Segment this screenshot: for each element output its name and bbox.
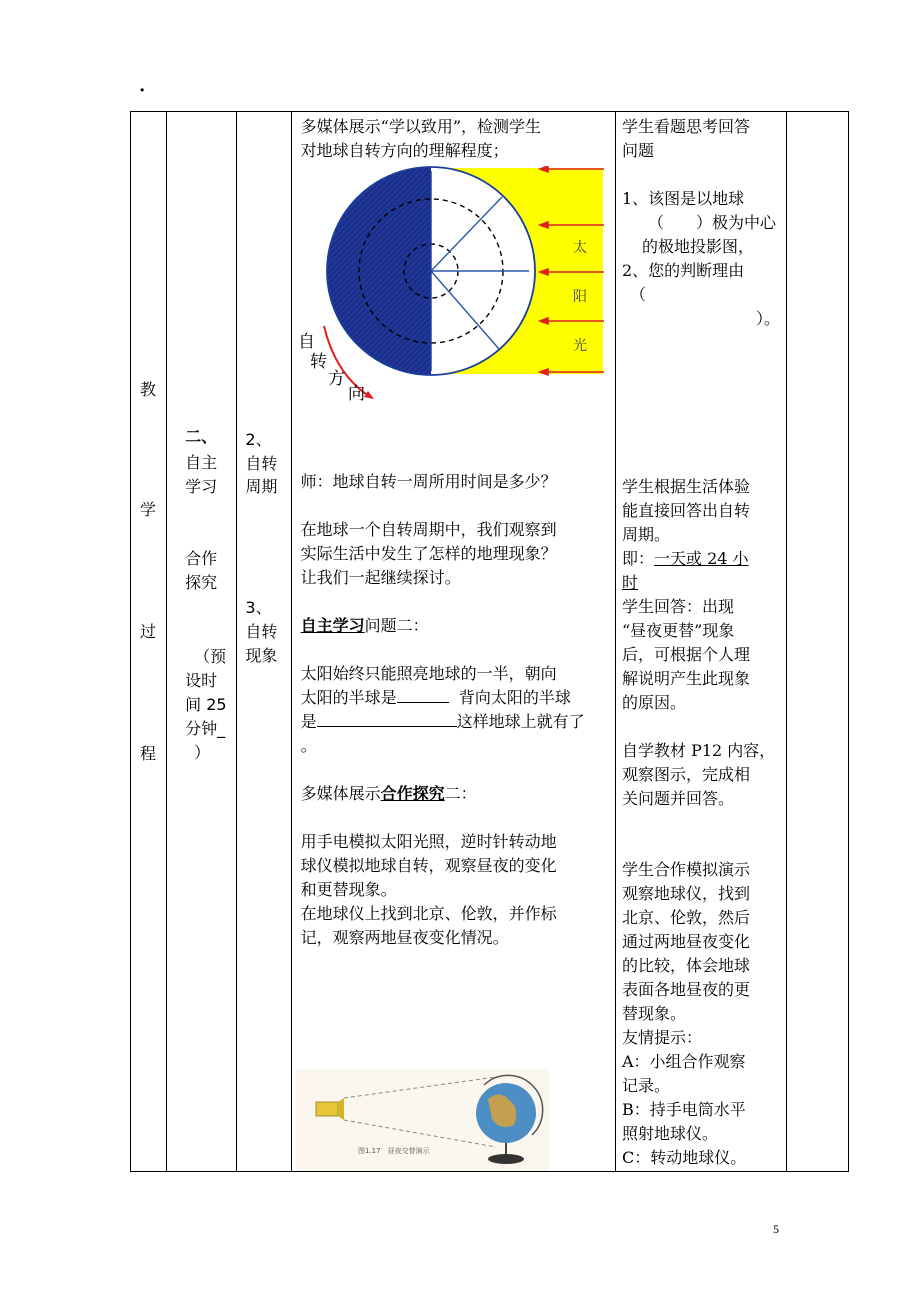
- day-night-demo-figure: [296, 1069, 550, 1171]
- student-line: [622, 547, 749, 571]
- question2-line: 太阳始终只能照亮地球的一半，朝向: [300, 664, 557, 683]
- rotation-label-char: 转: [309, 352, 327, 372]
- student-line: 1、该图是以地球: [621, 189, 745, 208]
- stage-char: 过: [140, 622, 157, 641]
- student-line: 自学教材 P12 内容，: [621, 741, 776, 760]
- question2-text: 背向太阳的半球: [458, 688, 571, 707]
- stage-char: 程: [140, 744, 157, 763]
- figure-caption: 图1.17 昼夜交替演示: [357, 1147, 430, 1155]
- student-line: （ ）极为中心: [647, 213, 776, 232]
- question-period: 师：地球自转一周所用时间是多少？: [300, 472, 557, 491]
- student-line: 的比较，体会地球: [621, 956, 750, 975]
- time-note: 设时: [185, 671, 218, 690]
- section-label: 二、: [185, 427, 218, 446]
- question2-text: 是: [300, 712, 317, 731]
- teacher-activity-cell: [291, 112, 615, 1172]
- student-line: 友情提示：: [621, 1028, 702, 1047]
- student-line: 学生回答：出现: [621, 597, 734, 616]
- lesson-table: [130, 111, 849, 1172]
- topic-label: 自转: [245, 454, 278, 473]
- student-line: 学生合作模拟演示: [621, 860, 750, 879]
- student-line: A：小组合作观察: [621, 1052, 746, 1071]
- student-line: 观察地球仪，找到: [621, 884, 750, 903]
- intro-line: 多媒体展示“学以致用”，检测学生: [300, 117, 542, 136]
- notes-cell: [786, 112, 848, 1172]
- rotation-label-char: 方: [327, 369, 345, 389]
- self-study-label: 自主学习: [300, 616, 365, 635]
- coop-line: 球仪模拟地球自转，观察昼夜的变化: [300, 856, 557, 875]
- page-mark: ·: [139, 80, 146, 101]
- page-number: 5: [773, 1222, 779, 1236]
- answer-underlined: 时: [621, 573, 638, 592]
- section-label: 合作: [185, 549, 218, 568]
- stage-char: 教: [140, 380, 157, 399]
- coop-head: 多媒体展示: [300, 784, 381, 803]
- student-line: 的原因。: [621, 693, 686, 712]
- student-line: C：转动地球仪。: [621, 1148, 747, 1167]
- stage-cell: [131, 112, 167, 1172]
- coop-line: 记，观察两地昼夜变化情况。: [300, 928, 509, 947]
- student-line: 北京、伦敦，然后: [621, 908, 750, 927]
- student-line: “昼夜更替”现象: [621, 621, 735, 640]
- student-line: 解说明产生此现象: [621, 669, 750, 688]
- self-study-heading: [301, 614, 429, 638]
- coop-line: 和更替现象。: [300, 880, 397, 899]
- time-note: 分钟_: [185, 719, 226, 738]
- intro-line: 对地球自转方向的理解程度；: [300, 141, 509, 160]
- topic-label: 周期: [245, 477, 278, 496]
- coop-label: 合作探究: [380, 784, 445, 803]
- self-study-tail: 问题二：: [364, 616, 429, 635]
- student-line: 学生看题思考回答: [621, 117, 750, 136]
- student-line: 问题: [621, 141, 654, 160]
- rotation-arrowhead: [364, 391, 374, 399]
- topic-label: 自转: [245, 622, 278, 641]
- paragraph-line: 在地球一个自转周期中，我们观察到: [300, 520, 557, 539]
- answer-blank[interactable]: [397, 688, 449, 703]
- paragraph-line: 让我们一起继续探讨。: [300, 568, 461, 587]
- student-line: 观察图示，完成相: [621, 765, 750, 784]
- student-line: 2、您的判断理由: [621, 261, 745, 280]
- student-line: 记录。: [621, 1076, 670, 1095]
- rotation-label-char: 自: [297, 332, 315, 352]
- topic-cell: [237, 112, 291, 1172]
- question2-line: 。: [300, 736, 317, 755]
- section-label: 探究: [185, 573, 218, 592]
- sun-label-char: 阳: [572, 289, 587, 305]
- question2-line: [301, 686, 571, 710]
- section-cell: [167, 112, 237, 1172]
- polar-projection-diagram: [296, 166, 606, 402]
- topic-label: 3、: [245, 598, 272, 617]
- student-activity-cell: [615, 112, 786, 1172]
- sun-label-char: 太: [572, 240, 587, 256]
- coop-line: 在地球仪上找到北京、伦敦，并作标: [300, 904, 557, 923]
- answer-prefix: 即：: [621, 549, 654, 568]
- student-line: ）。: [755, 309, 780, 328]
- stage-char: 学: [140, 500, 157, 519]
- time-note: ）: [194, 743, 211, 762]
- student-line: 能直接回答出自转: [621, 501, 750, 520]
- globe-base: [488, 1154, 524, 1164]
- paragraph-line: 实际生活中发生了怎样的地理现象？: [300, 544, 557, 563]
- time-note: 间 25: [185, 695, 227, 714]
- question2-line: [301, 710, 585, 734]
- answer-underlined: 一天或 24 小: [654, 549, 749, 568]
- student-line: B：持手电筒水平: [621, 1100, 746, 1119]
- answer-blank[interactable]: [317, 712, 457, 727]
- student-line: 替现象。: [621, 1004, 686, 1023]
- student-line: 照射地球仪。: [621, 1124, 718, 1143]
- flashlight-icon: [316, 1102, 338, 1116]
- student-line: 后，可根据个人理: [621, 645, 750, 664]
- sun-label-char: 光: [572, 338, 587, 354]
- student-line: 的极地投影图，: [641, 237, 754, 256]
- student-line: 周期。: [621, 525, 670, 544]
- student-line: 关问题并回答。: [621, 789, 734, 808]
- student-line: （: [629, 285, 646, 304]
- coop-line: 用手电模拟太阳光照，逆时针转动地: [300, 832, 557, 851]
- section-label: 学习: [185, 477, 218, 496]
- time-note: （预: [194, 647, 227, 666]
- coop-tail: 二：: [444, 784, 477, 803]
- topic-label: 现象: [245, 646, 278, 665]
- rotation-label-char: 向: [347, 384, 365, 402]
- student-line: 通过两地昼夜变化: [621, 932, 750, 951]
- student-line: 表面各地昼夜的更: [621, 980, 750, 999]
- question2-text: 太阳的半球是: [300, 688, 397, 707]
- section-label: 自主: [185, 453, 218, 472]
- coop-heading: [301, 782, 477, 806]
- question2-text: 这样地球上就有了: [456, 712, 585, 731]
- topic-label: 2、: [245, 430, 272, 449]
- student-line: 学生根据生活体验: [621, 477, 750, 496]
